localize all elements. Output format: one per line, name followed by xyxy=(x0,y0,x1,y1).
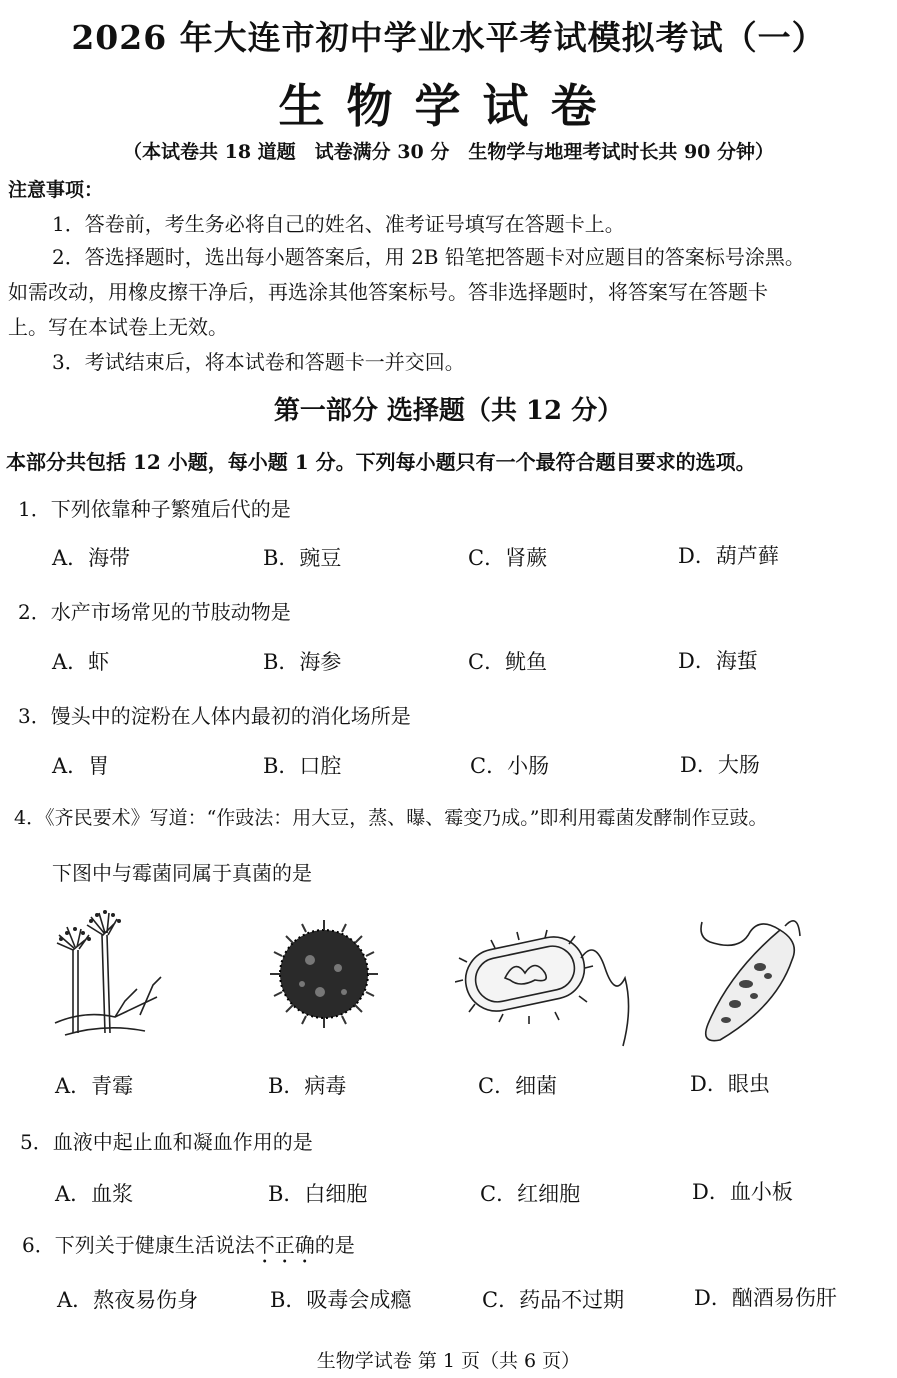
notice-item-3: 3．考试结束后，将本试卷和答题卡一并交回。 xyxy=(52,350,465,374)
question-6-option-d: D．酗酒易伤肝 xyxy=(694,1286,837,1310)
question-6-stem-emphasis: 不正确 xyxy=(254,1233,315,1257)
notice-item-1: 1．答卷前，考生务必将自己的姓名、准考证号填写在答题卡上。 xyxy=(52,212,625,236)
notice-item-2-line-1: 2．答选择题时，选出每小题答案后，用 2B 铅笔把答题卡对应题目的答案标号涂黑。 xyxy=(52,245,805,269)
question-2-option-b: B．海参 xyxy=(263,650,342,674)
question-6-option-a: A．熬夜易伤身 xyxy=(57,1288,199,1312)
question-4-option-a: A．青霉 xyxy=(55,1074,134,1098)
penicillium-drawing xyxy=(45,905,170,1045)
question-3-option-d: D．大肠 xyxy=(680,753,760,777)
question-5-option-a: A．血浆 xyxy=(55,1182,134,1206)
question-2-option-a: A．虾 xyxy=(52,650,110,674)
exam-title: 2026 年大连市初中学业水平考试模拟考试（一） xyxy=(71,18,826,57)
question-4-option-b: B．病毒 xyxy=(268,1074,347,1098)
question-1-option-a: A．海带 xyxy=(52,546,131,570)
virus-drawing xyxy=(262,912,387,1037)
question-1-stem: 1．下列依靠种子繁殖后代的是 xyxy=(18,497,291,521)
notice-title: 注意事项： xyxy=(8,179,104,201)
question-3-stem: 3．馒头中的淀粉在人体内最初的消化场所是 xyxy=(18,704,411,728)
question-2-option-d: D．海蜇 xyxy=(678,649,758,673)
exam-info: （本试卷共 18 道题 试卷满分 30 分 生物学与地理考试时长共 90 分钟） xyxy=(122,141,774,163)
question-5-option-b: B．白细胞 xyxy=(268,1182,368,1206)
bacterium-drawing xyxy=(455,918,640,1053)
notice-item-2-line-2: 如需改动，用橡皮擦干净后，再选涂其他答案标号。答非选择题时，将答案写在答题卡 xyxy=(8,280,768,304)
euglena-drawing xyxy=(690,912,810,1047)
question-1-option-d: D．葫芦藓 xyxy=(678,544,779,568)
notice-item-2-line-3: 上。写在本试卷上无效。 xyxy=(8,315,228,339)
question-3-option-b: B．口腔 xyxy=(263,754,342,778)
question-1-option-c: C．肾蕨 xyxy=(468,546,548,570)
question-1-option-b: B．豌豆 xyxy=(263,546,342,570)
section-title: 第一部分 选择题（共 12 分） xyxy=(273,396,624,426)
question-5-option-c: C．红细胞 xyxy=(480,1182,581,1206)
subject-title: 生物学试卷 xyxy=(278,79,619,133)
question-4-stem: 4．《齐民要术》写道：“作豉法：用大豆，蒸、曝、霉变乃成。”即利用霉菌发酵制作豆豉。 xyxy=(14,807,768,829)
question-6-stem xyxy=(22,1229,355,1268)
question-5-stem: 5．血液中起止血和凝血作用的是 xyxy=(20,1130,313,1154)
question-3-option-c: C．小肠 xyxy=(470,754,550,778)
page-footer: 生物学试卷 第 1 页（共 6 页） xyxy=(316,1350,581,1372)
question-2-option-c: C．鱿鱼 xyxy=(468,650,548,674)
question-4-stem-line-2: 下图中与霉菌同属于真菌的是 xyxy=(52,861,312,885)
section-description: 本部分共包括 12 小题，每小题 1 分。下列每小题只有一个最符合题目要求的选项。 xyxy=(6,450,756,474)
question-6-option-c: C．药品不过期 xyxy=(482,1288,625,1312)
question-6-stem-post: 的是 xyxy=(314,1233,355,1257)
question-4-option-c: C．细菌 xyxy=(478,1074,558,1098)
question-6-stem-pre: 6．下列关于健康生活说法 xyxy=(22,1233,255,1257)
question-5-option-d: D．血小板 xyxy=(692,1180,793,1204)
question-3-option-a: A．胃 xyxy=(52,754,110,778)
question-6-option-b: B．吸毒会成瘾 xyxy=(270,1288,412,1312)
question-2-stem: 2．水产市场常见的节肢动物是 xyxy=(18,600,291,624)
question-4-option-d: D．眼虫 xyxy=(690,1072,770,1096)
